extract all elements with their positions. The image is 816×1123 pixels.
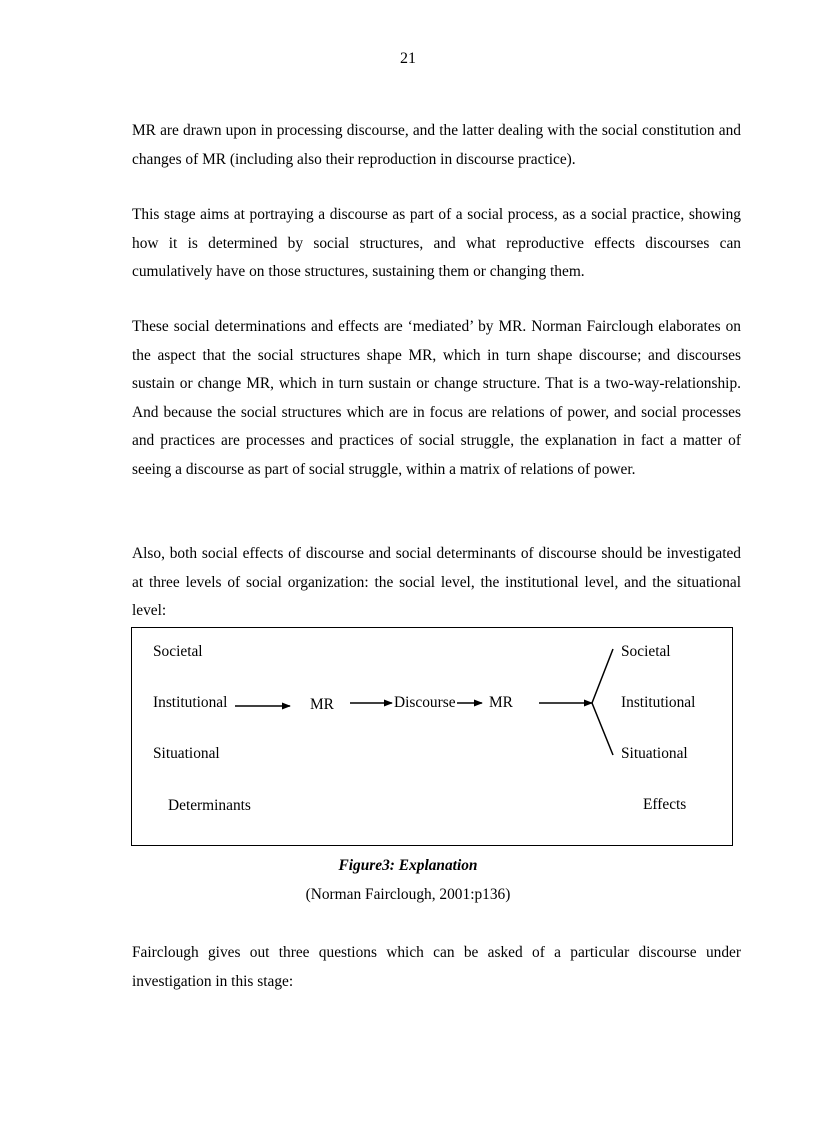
figure-arrows	[132, 628, 735, 848]
flow-discourse: Discourse	[394, 694, 456, 711]
effects-label: Effects	[643, 796, 687, 813]
left-level-societal: Societal	[153, 643, 203, 660]
flow-mr-1: MR	[310, 696, 334, 713]
figure-citation: (Norman Fairclough, 2001:p136)	[305, 886, 511, 903]
left-level-institutional: Institutional	[153, 694, 228, 711]
paragraph-1: MR are drawn upon in processing discourse, and the latter dealing with the social constitution and changes of MR (including also their reproduction in discourse practice).	[132, 122, 741, 168]
right-level-institutional: Institutional	[621, 694, 696, 711]
paragraph-2: This stage aims at portraying a discourse as part of a social process, as a social practice, showing how it is determined by social structures, and what reproductive effects discourses can cumulatively have on those structures, sustaining them or changing them.	[132, 206, 741, 280]
right-level-societal: Societal	[621, 643, 671, 660]
figure-caption: Figure3: Explanation	[338, 857, 478, 874]
paragraph-3: These social determinations and effects are ‘mediated’ by MR. Norman Fairclough elaborates on the aspect that the social structures shape MR, which in turn shape discourse; and discourses sustain or change MR, which in turn sustain or change structure. That is a two-way-relationship. And because the social structures which are in focus are relations of power, and social processes and practices are processes and practices of social struggle, the explanation in fact a matter of seeing a discourse as part of social struggle, within a matrix of relations of power.	[132, 318, 741, 478]
branch-to-societal	[592, 649, 613, 703]
paragraph-4: Also, both social effects of discourse and social determinants of discourse should be investigated at three levels of social organization: the social level, the institutional level, and the situational level:	[132, 545, 741, 619]
paragraph-5: Fairclough gives out three questions which can be asked of a particular discourse under investigation in this stage:	[132, 944, 741, 990]
branch-to-situational	[592, 703, 613, 755]
right-level-situational: Situational	[621, 745, 688, 762]
determinants-label: Determinants	[168, 797, 251, 814]
left-level-situational: Situational	[153, 745, 220, 762]
explanation-figure	[131, 627, 733, 846]
page-number: 21	[400, 50, 416, 67]
flow-mr-2: MR	[489, 694, 513, 711]
